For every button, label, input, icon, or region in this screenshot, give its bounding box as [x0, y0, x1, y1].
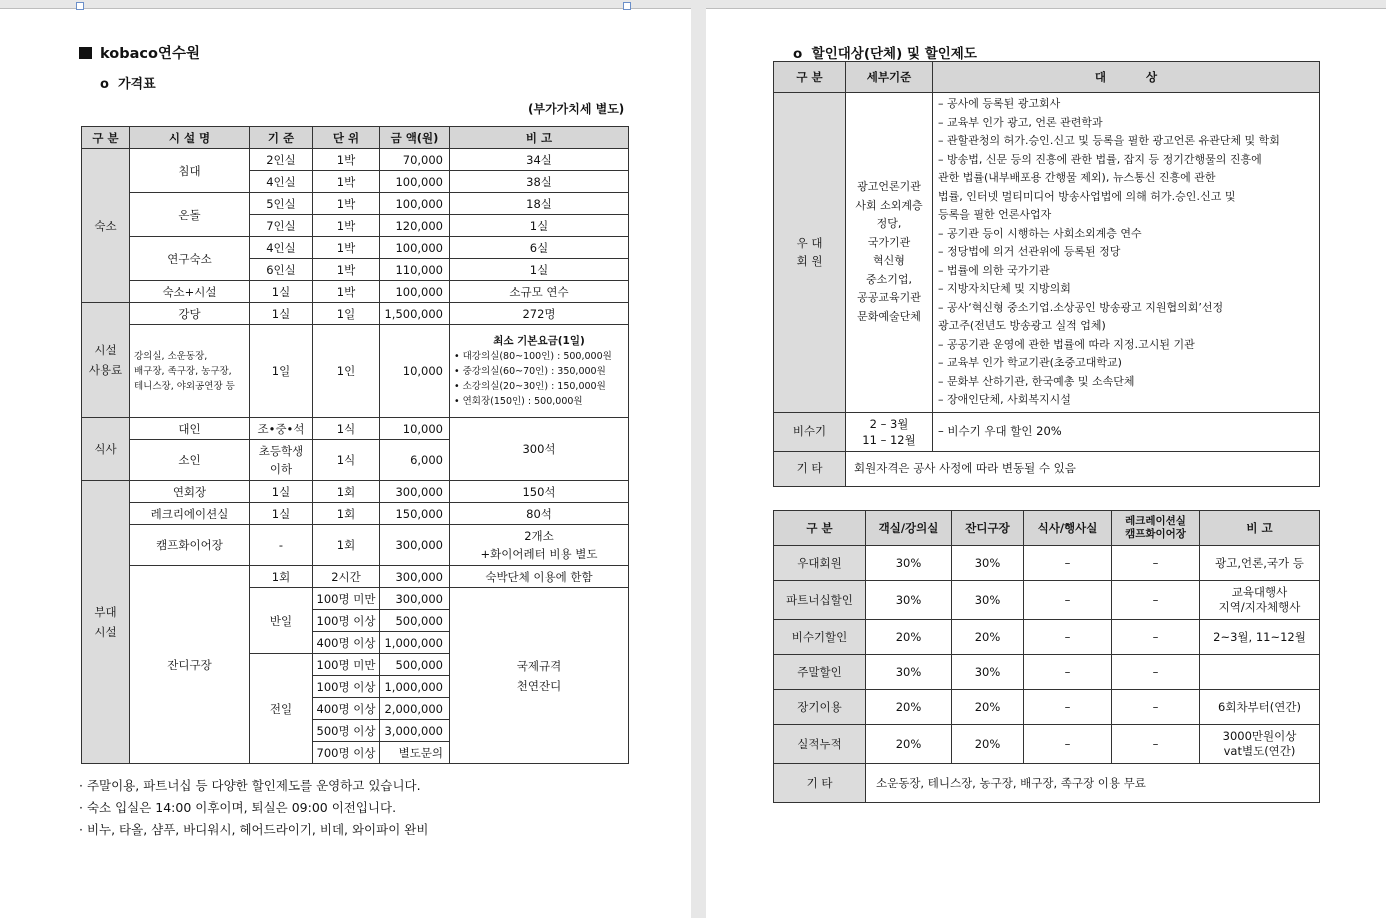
- list-item: – 법률에 의한 국가기관: [938, 263, 1050, 277]
- std-cell: 1실: [250, 503, 313, 525]
- unit-cell: 1박: [313, 281, 380, 303]
- offseason-label: 비수기: [774, 412, 846, 451]
- std-cell: 1실: [250, 481, 313, 503]
- price-list-heading: o 가격표: [100, 77, 156, 92]
- unit-cell: 1회: [313, 525, 380, 566]
- discount-type: 우대회원: [774, 546, 866, 581]
- table-row: [774, 581, 1320, 620]
- header-cell: 구 분: [774, 511, 866, 546]
- unit-cell: 1박: [313, 237, 380, 259]
- table-row: [82, 503, 629, 525]
- note-cell: 300석: [450, 418, 629, 481]
- discount-type: 비수기할인: [774, 620, 866, 655]
- facility-cell: 온돌: [130, 193, 250, 237]
- header-cell: 단 위: [313, 127, 380, 149]
- note-cell: 숙박단체 이용에 한함: [450, 566, 629, 588]
- list-item: – 지방자치단체 및 지방의회: [938, 282, 1071, 295]
- table-row: [82, 481, 629, 503]
- discount-title: o 할인대상(단체) 및 할인제도: [793, 46, 977, 62]
- std-cell: 조•중•석: [250, 418, 313, 440]
- header-cell: 객실/강의실: [866, 511, 952, 546]
- std-cell: 1실: [250, 281, 313, 303]
- etc-detail: 회원자격은 공사 사정에 따라 변동될 수 있음: [846, 451, 1320, 486]
- header-cell: 비 고: [450, 127, 629, 149]
- unit-cell: 1박: [313, 215, 380, 237]
- list-item: 광고주(전년도 방송광고 실적 업체): [938, 319, 1106, 332]
- std-cell: 초등학생 이하: [250, 440, 313, 481]
- table-row: [82, 418, 629, 440]
- min-fee-line: • 연회장(150인) : 500,000원: [454, 395, 583, 407]
- note-cell: 1실: [450, 215, 629, 237]
- price-cell: 300,000: [380, 525, 450, 566]
- facility-cell: 잔디구장: [130, 566, 250, 764]
- rate-cell: 30%: [952, 581, 1024, 620]
- table-row: [774, 764, 1320, 803]
- note-cell: 6실: [450, 237, 629, 259]
- offseason-detail: – 비수기 우대 할인 20%: [933, 412, 1320, 451]
- price-table: [81, 126, 629, 764]
- rate-cell: –: [1024, 655, 1112, 690]
- rate-cell: –: [1112, 620, 1200, 655]
- rate-cell: 30%: [952, 546, 1024, 581]
- list-item: – 정당법에 의거 선관위에 등록된 정당: [938, 245, 1121, 258]
- table-row: [82, 325, 629, 418]
- price-cell: 100,000: [380, 237, 450, 259]
- unit-cell: 100명 이상: [313, 676, 380, 698]
- vat-note: (부가가치세 별도): [528, 102, 625, 116]
- rate-cell: 30%: [866, 546, 952, 581]
- header-cell: 시 설 명: [130, 127, 250, 149]
- header-cell: 잔디구장: [952, 511, 1024, 546]
- unit-cell: 1박: [313, 171, 380, 193]
- price-cell: 70,000: [380, 149, 450, 171]
- std-cell: 4인실: [250, 237, 313, 259]
- std-cell: 7인실: [250, 215, 313, 237]
- table-header-row: [774, 511, 1320, 546]
- category-cell: 숙소: [82, 149, 130, 303]
- header-cell: 세부기준: [846, 62, 933, 93]
- facility-cell: 연구숙소: [130, 237, 250, 281]
- rate-cell: –: [1024, 546, 1112, 581]
- note-cell: 80석: [450, 503, 629, 525]
- min-fee-line: • 소강의실(20~30인) : 150,000원: [454, 380, 606, 392]
- min-fee-line: • 대강의실(80~100인) : 500,000원: [454, 350, 612, 362]
- rate-cell: –: [1024, 581, 1112, 620]
- table-row: [774, 546, 1320, 581]
- unit-cell: 400명 이상: [313, 698, 380, 720]
- header-cell: 금 액(원): [380, 127, 450, 149]
- std-cell: 1회: [250, 566, 313, 588]
- header-cell: 레크레이션실 캠프화이어장: [1112, 511, 1200, 546]
- price-cell: 1,000,000: [380, 632, 450, 654]
- note-cell: 1실: [450, 259, 629, 281]
- note-cell: 교육대행사 지역/지자체행사: [1200, 581, 1320, 620]
- facility-cell: 캠프화이어장: [130, 525, 250, 566]
- facility-cell: 강당: [130, 303, 250, 325]
- price-cell: 110,000: [380, 259, 450, 281]
- std-cell: 2인실: [250, 149, 313, 171]
- margin-marker: [76, 2, 84, 10]
- price-cell: 3,000,000: [380, 720, 450, 742]
- rate-cell: 20%: [952, 620, 1024, 655]
- list-item: 등록을 필한 언론사업자: [938, 208, 1052, 221]
- note-cell: 광고,언론,국가 등: [1200, 546, 1320, 581]
- table-row: [774, 451, 1320, 486]
- note-cell: 6회차부터(연간): [1200, 690, 1320, 725]
- list-item: – 공사에 등록된 광고회사: [938, 97, 1061, 110]
- discount-type: 주말할인: [774, 655, 866, 690]
- rate-cell: –: [1112, 690, 1200, 725]
- table-row: [82, 237, 629, 259]
- rate-cell: –: [1112, 546, 1200, 581]
- rate-cell: –: [1112, 655, 1200, 690]
- list-item: – 공공기관 운영에 관한 법률에 따라 지정․고시된 기관: [938, 337, 1195, 351]
- unit-cell: 1일: [313, 303, 380, 325]
- table-row: [82, 281, 629, 303]
- header-cell: 기 준: [250, 127, 313, 149]
- table-row: [82, 566, 629, 588]
- category-cell: 시설 사용료: [82, 303, 130, 418]
- vip-label: 우 대 회 원: [774, 93, 846, 413]
- etc-label: 기 타: [774, 764, 866, 803]
- price-cell: 10,000: [380, 418, 450, 440]
- left-page: [0, 8, 691, 918]
- facility-cell: 침대: [130, 149, 250, 193]
- std-cell: 전일: [250, 654, 313, 764]
- unit-cell: 700명 이상: [313, 742, 380, 764]
- table-header-row: [774, 62, 1320, 93]
- note-cell: 272명: [450, 303, 629, 325]
- offseason-period: 2 – 3월 11 – 12월: [846, 412, 933, 451]
- price-cell: 1,000,000: [380, 676, 450, 698]
- vip-criteria: 광고언론기관 사회 소외계층 정당, 국가기관 혁신형 중소기업, 공공교육기관 문화예술단체: [846, 93, 933, 413]
- unit-cell: 1박: [313, 149, 380, 171]
- price-cell: 300,000: [380, 566, 450, 588]
- section-title: kobaco연수원: [79, 42, 200, 63]
- price-cell: 500,000: [380, 654, 450, 676]
- std-cell: 1일: [250, 325, 313, 418]
- price-cell: 100,000: [380, 281, 450, 303]
- facility-cell: 연회장: [130, 481, 250, 503]
- note-cell: 38실: [450, 171, 629, 193]
- rate-cell: –: [1024, 690, 1112, 725]
- footnote: · 숙소 입실은 14:00 이후이며, 퇴실은 09:00 이전입니다.: [79, 800, 397, 815]
- vip-target-list: [933, 93, 1320, 413]
- list-item: – 문화부 산하기관, 한국예총 및 소속단체: [938, 374, 1135, 388]
- price-cell: 10,000: [380, 325, 450, 418]
- facility-cell: 대인: [130, 418, 250, 440]
- rate-cell: 30%: [866, 581, 952, 620]
- unit-cell: 1회: [313, 503, 380, 525]
- unit-cell: 100명 미만: [313, 654, 380, 676]
- rate-cell: 20%: [952, 690, 1024, 725]
- list-item: – 공사‘혁신형 중소기업․소상공인 방송광고 지원협의회’선정: [938, 300, 1224, 314]
- square-bullet-icon: [79, 47, 92, 59]
- discount-target-table: [773, 61, 1320, 487]
- price-cell: 500,000: [380, 610, 450, 632]
- rate-cell: –: [1024, 725, 1112, 764]
- note-cell: [1200, 655, 1320, 690]
- table-row: [82, 303, 629, 325]
- list-item: – 공기관 등이 시행하는 사회소외계층 연수: [938, 226, 1142, 240]
- note-cell: 34실: [450, 149, 629, 171]
- unit-cell: 1박: [313, 193, 380, 215]
- rate-cell: –: [1024, 620, 1112, 655]
- facility-cell: 숙소+시설: [130, 281, 250, 303]
- category-cell: 부대 시설: [82, 481, 130, 764]
- header-cell: 대 상: [933, 62, 1320, 93]
- table-row: [774, 620, 1320, 655]
- price-cell: 2,000,000: [380, 698, 450, 720]
- price-cell: 150,000: [380, 503, 450, 525]
- list-item: – 방송법, 신문 등의 진흥에 관한 법률, 잡지 등 정기간행물의 진흥에: [938, 152, 1262, 166]
- note-cell: 소규모 연수: [450, 281, 629, 303]
- std-cell: 1실: [250, 303, 313, 325]
- facility-cell: 강의실, 소운동장, 배구장, 족구장, 농구장, 테니스장, 야외공연장 등: [130, 325, 250, 418]
- rate-cell: 30%: [866, 655, 952, 690]
- std-cell: 5인실: [250, 193, 313, 215]
- note-cell: 2개소 +화이어레터 비용 별도: [450, 525, 629, 566]
- rate-cell: 20%: [866, 620, 952, 655]
- price-cell: 300,000: [380, 481, 450, 503]
- rate-cell: –: [1112, 725, 1200, 764]
- std-cell: -: [250, 525, 313, 566]
- std-cell: 6인실: [250, 259, 313, 281]
- rate-cell: 20%: [952, 725, 1024, 764]
- std-cell: 반일: [250, 588, 313, 654]
- unit-cell: 1박: [313, 259, 380, 281]
- discount-rate-table: [773, 510, 1320, 803]
- unit-cell: 1회: [313, 481, 380, 503]
- table-row: [774, 655, 1320, 690]
- unit-cell: 1인: [313, 325, 380, 418]
- rate-cell: 20%: [866, 690, 952, 725]
- min-fee-cell: [450, 325, 629, 418]
- list-item: 관한 법률(내부배포용 간행물 제외), 뉴스통신 진흥에 관한: [938, 171, 1216, 184]
- footnote: · 주말이용, 파트너십 등 다양한 할인제도를 운영하고 있습니다.: [79, 778, 421, 793]
- table-row: [82, 525, 629, 566]
- header-cell: 비 고: [1200, 511, 1320, 546]
- price-cell: 100,000: [380, 193, 450, 215]
- discount-type: 실적누적: [774, 725, 866, 764]
- table-header-row: [82, 127, 629, 149]
- note-cell: 국제규격 천연잔디: [450, 588, 629, 764]
- list-item: – 장애인단체, 사회복지시설: [938, 393, 1071, 406]
- unit-cell: 100명 이상: [313, 610, 380, 632]
- price-cell: 6,000: [380, 440, 450, 481]
- table-row: [774, 412, 1320, 451]
- discount-type: 파트너십할인: [774, 581, 866, 620]
- list-item: – 관할관청의 허가․승인․신고 및 등록을 필한 광고언론 유관단체 및 학회: [938, 134, 1280, 147]
- min-fee-title: 최소 기본요금(1일): [493, 334, 585, 347]
- etc-label: 기 타: [774, 451, 846, 486]
- list-item: 법률, 인터넷 멀티미디어 방송사업법에 의해 허가․승인․신고 및: [938, 189, 1236, 203]
- note-cell: 3000만원이상 vat별도(연간): [1200, 725, 1320, 764]
- table-row: [82, 149, 629, 171]
- unit-cell: 1식: [313, 418, 380, 440]
- footnote: · 비누, 타올, 샴푸, 바디워시, 헤어드라이기, 비데, 와이파이 완비: [79, 822, 429, 837]
- min-fee-line: • 중강의실(60~70인) : 350,000원: [454, 365, 606, 377]
- category-cell: 식사: [82, 418, 130, 481]
- header-cell: 식사/행사실: [1024, 511, 1112, 546]
- table-row: [774, 93, 1320, 413]
- rate-cell: 30%: [952, 655, 1024, 690]
- unit-cell: 500명 이상: [313, 720, 380, 742]
- header-cell: 구 분: [82, 127, 130, 149]
- price-cell: 100,000: [380, 171, 450, 193]
- unit-cell: 400명 이상: [313, 632, 380, 654]
- note-cell: 18실: [450, 193, 629, 215]
- margin-marker: [623, 2, 631, 10]
- note-cell: 150석: [450, 481, 629, 503]
- table-row: [774, 690, 1320, 725]
- price-cell: 별도문의: [380, 742, 450, 764]
- list-item: – 교육부 인가 광고, 언론 관련학과: [938, 115, 1103, 129]
- header-cell: 구 분: [774, 62, 846, 93]
- price-cell: 300,000: [380, 588, 450, 610]
- note-cell: 2~3월, 11~12월: [1200, 620, 1320, 655]
- table-row: [82, 193, 629, 215]
- etc-detail: 소운동장, 테니스장, 농구장, 배구장, 족구장 이용 무료: [866, 764, 1320, 803]
- discount-type: 장기이용: [774, 690, 866, 725]
- price-cell: 120,000: [380, 215, 450, 237]
- rate-cell: 20%: [866, 725, 952, 764]
- unit-cell: 2시간: [313, 566, 380, 588]
- facility-cell: 레크리에이션실: [130, 503, 250, 525]
- list-item: – 교육부 인가 학교기관(초중고대학교): [938, 356, 1122, 369]
- table-row: [774, 725, 1320, 764]
- unit-cell: 100명 미만: [313, 588, 380, 610]
- unit-cell: 1식: [313, 440, 380, 481]
- facility-cell: 소인: [130, 440, 250, 481]
- rate-cell: –: [1112, 581, 1200, 620]
- price-cell: 1,500,000: [380, 303, 450, 325]
- std-cell: 4인실: [250, 171, 313, 193]
